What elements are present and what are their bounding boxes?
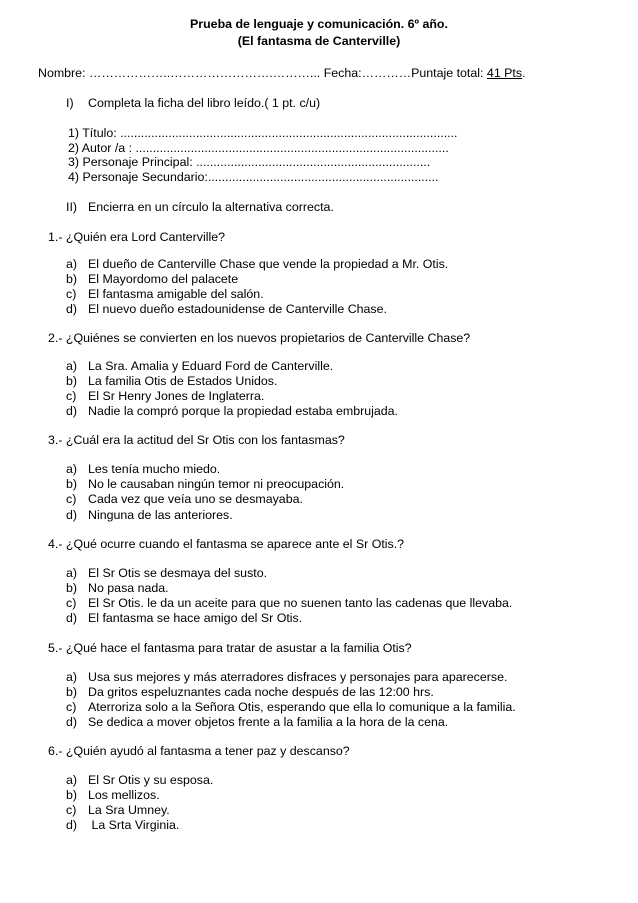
- score-period: .: [522, 66, 526, 80]
- option-text: La Srta Virginia.: [88, 818, 180, 832]
- option-text: Los mellizos.: [88, 788, 160, 802]
- option-text: La familia Otis de Estados Unidos.: [88, 374, 278, 388]
- question-4: 4.- ¿Qué ocurre cuando el fantasma se aparece ante el Sr Otis.?: [48, 537, 405, 551]
- option-text: Nadie la compró porque la propiedad estaba embrujada.: [88, 404, 398, 418]
- option-letter: b): [66, 685, 78, 699]
- question-2: 2.- ¿Quiénes se convierten en los nuevos propietarios de Canterville Chase?: [48, 331, 471, 345]
- q1-option-b[interactable]: [66, 272, 238, 287]
- option-letter: b): [66, 477, 78, 491]
- option-letter: b): [66, 581, 78, 595]
- option-letter: d): [66, 715, 78, 729]
- question-1: 1.- ¿Quién era Lord Canterville?: [48, 230, 225, 244]
- q2-option-d[interactable]: [66, 404, 398, 419]
- option-letter: a): [66, 773, 78, 787]
- option-letter: b): [66, 374, 78, 388]
- q5-option-a[interactable]: [66, 670, 507, 685]
- field-main-character: 3) Personaje Principal: ....................................................................: [68, 155, 431, 169]
- option-text: El dueño de Canterville Chase que vende la propiedad a Mr. Otis.: [88, 257, 449, 271]
- option-letter: d): [66, 302, 78, 316]
- option-text: Da gritos espeluznantes cada noche después de las 12:00 hrs.: [88, 685, 434, 699]
- option-letter: d): [66, 404, 78, 418]
- option-letter: a): [66, 566, 78, 580]
- q3-option-b[interactable]: [66, 477, 344, 492]
- option-letter: c): [66, 596, 77, 610]
- name-date-label: Nombre: ………………..…………………….………... Fecha:…………Puntaje total:: [38, 66, 487, 80]
- q6-option-d[interactable]: [66, 818, 179, 833]
- option-letter: a): [66, 257, 78, 271]
- option-text: La Sra Umney.: [88, 803, 170, 817]
- option-letter: a): [66, 462, 78, 476]
- option-letter: b): [66, 788, 78, 802]
- option-text: No pasa nada.: [88, 581, 169, 595]
- option-text: El fantasma se hace amigo del Sr Otis.: [88, 611, 303, 625]
- q5-option-b[interactable]: [66, 685, 434, 700]
- q4-option-b[interactable]: [66, 581, 169, 596]
- option-text: Ninguna de las anteriores.: [88, 508, 233, 522]
- q1-option-d[interactable]: [66, 302, 387, 317]
- option-text: Les tenía mucho miedo.: [88, 462, 221, 476]
- total-score: 41 Pts: [486, 66, 523, 80]
- option-letter: b): [66, 272, 78, 286]
- option-letter: a): [66, 670, 78, 684]
- option-text: El nuevo dueño estadounidense de Canterville Chase.: [88, 302, 387, 316]
- option-letter: c): [66, 389, 77, 403]
- option-letter: c): [66, 803, 77, 817]
- q2-option-b[interactable]: [66, 374, 277, 389]
- option-text: El Sr Otis se desmaya del susto.: [88, 566, 268, 580]
- question-5: 5.- ¿Qué hace el fantasma para tratar de asustar a la familia Otis?: [48, 641, 412, 655]
- q3-option-d[interactable]: [66, 508, 233, 523]
- option-text: El Sr Otis y su esposa.: [88, 773, 214, 787]
- option-text: Usa sus mejores y más aterradores disfraces y personajes para aparecerse.: [88, 670, 508, 684]
- option-text: El Sr Otis. le da un aceite para que no suenen tanto las cadenas que llevaba.: [88, 596, 513, 610]
- section-2-heading: [66, 200, 334, 215]
- exam-title: Prueba de lenguaje y comunicación. 6º año.: [190, 17, 448, 31]
- option-letter: d): [66, 508, 78, 522]
- section-1-heading: [66, 96, 320, 111]
- q3-option-a[interactable]: [66, 462, 220, 477]
- option-text: No le causaban ningún temor ni preocupación.: [88, 477, 345, 491]
- q4-option-a[interactable]: [66, 566, 267, 581]
- exam-subtitle: (El fantasma de Canterville): [237, 34, 401, 48]
- student-info-line: [38, 66, 526, 81]
- q4-option-c[interactable]: [66, 596, 512, 611]
- option-letter: d): [66, 818, 78, 832]
- q6-option-b[interactable]: [66, 788, 160, 803]
- section-2-instruction: Encierra en un círculo la alternativa correcta.: [88, 200, 334, 214]
- option-letter: c): [66, 700, 77, 714]
- option-text: El Mayordomo del palacete: [88, 272, 239, 286]
- option-text: El fantasma amigable del salón.: [88, 287, 264, 301]
- option-text: Aterroriza solo a la Señora Otis, esperando que ella lo comunique a la familia.: [88, 700, 516, 714]
- q1-option-c[interactable]: [66, 287, 264, 302]
- field-secondary-character: 4) Personaje Secundario:...................................................................: [68, 170, 439, 184]
- q6-option-a[interactable]: [66, 773, 213, 788]
- option-letter: c): [66, 287, 77, 301]
- option-text: Cada vez que veía uno se desmayaba.: [88, 492, 303, 506]
- option-text: La Sra. Amalia y Eduard Ford de Canterville.: [88, 359, 334, 373]
- field-author: 2) Autor /a : ...........................................................................................: [68, 141, 449, 155]
- question-6: 6.- ¿Quién ayudó al fantasma a tener paz y descanso?: [48, 744, 350, 758]
- q2-option-c[interactable]: [66, 389, 264, 404]
- option-letter: a): [66, 359, 78, 373]
- section-1-instruction: Completa la ficha del libro leído.( 1 pt. c/u): [88, 96, 321, 110]
- option-letter: c): [66, 492, 77, 506]
- option-text: El Sr Henry Jones de Inglaterra.: [88, 389, 265, 403]
- section-2-mark: II): [66, 200, 78, 214]
- option-text: Se dedica a mover objetos frente a la familia a la hora de la cena.: [88, 715, 449, 729]
- section-1-mark: I): [66, 96, 74, 110]
- q4-option-d[interactable]: [66, 611, 302, 626]
- q5-option-d[interactable]: [66, 715, 448, 730]
- field-title: 1) Título: ..................................................................................................: [68, 126, 458, 140]
- option-letter: d): [66, 611, 78, 625]
- question-3: 3.- ¿Cuál era la actitud del Sr Otis con los fantasmas?: [48, 433, 345, 447]
- q3-option-c[interactable]: [66, 492, 303, 507]
- q5-option-c[interactable]: [66, 700, 516, 715]
- q1-option-a[interactable]: [66, 257, 448, 272]
- q2-option-a[interactable]: [66, 359, 333, 374]
- q6-option-c[interactable]: [66, 803, 170, 818]
